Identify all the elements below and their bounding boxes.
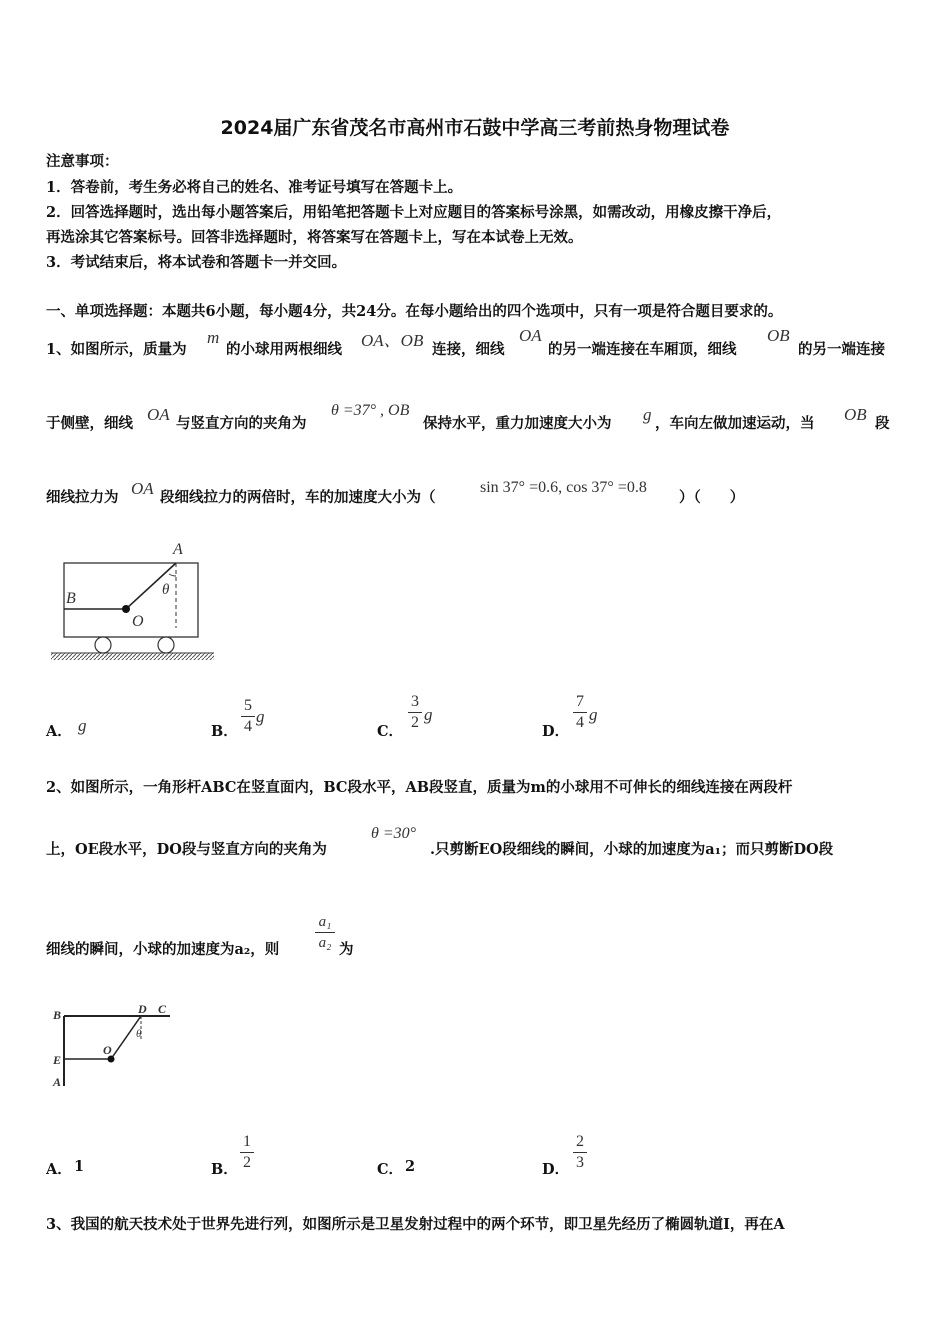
q2-option-d-label: D． <box>542 1161 570 1178</box>
q1-option-a-label: A． <box>46 723 72 740</box>
q2-ratio-fraction <box>315 913 335 952</box>
q1-oa-symbol-2: OA <box>147 405 170 424</box>
q2-option-b-label: B． <box>211 1161 238 1178</box>
q1-cart-figure <box>48 538 218 664</box>
label-b: B <box>66 590 76 607</box>
q1-option-d-fraction <box>573 693 587 732</box>
q1-theta-value: θ =37° , OB <box>331 402 410 419</box>
page-title: 2024届广东省茂名市高州市石鼓中学高三考前热身物理试卷 <box>220 117 730 139</box>
q1-line1-a: 1、如图所示，质量为 <box>46 341 187 358</box>
q1-trig-values: sin 37° =0.6, cos 37° =0.8 <box>480 479 647 496</box>
label-c: C <box>158 1002 167 1016</box>
q1-line2-e: 段 <box>875 415 890 432</box>
q1-line3-c: ）（ ） <box>679 489 745 506</box>
fraction-numerator: 5 <box>244 697 252 714</box>
q2-line3-b: 为 <box>339 941 354 958</box>
q1-option-b-fraction <box>241 697 255 736</box>
q1-line1-d: 的另一端连接在车厢顶，细线 <box>548 341 737 358</box>
fraction-denominator: a₂ <box>318 935 332 951</box>
q1-line2-b: 与竖直方向的夹角为 <box>176 415 307 432</box>
fraction-numerator: 1 <box>243 1133 251 1150</box>
q1-oaob-symbol: OA、OB <box>361 331 424 350</box>
label-theta: θ <box>136 1028 142 1040</box>
q1-mass-symbol: m <box>207 328 220 347</box>
q2-rod-figure <box>48 1000 183 1095</box>
q1-line2-c: 保持水平，重力加速度大小为 <box>423 415 612 432</box>
q2-option-b-fraction <box>240 1133 254 1172</box>
q1-option-c-label: C． <box>377 723 404 740</box>
q2-line2-b: .只剪断EO段细线的瞬间，小球的加速度为a₁；而只剪断DO段 <box>430 841 834 858</box>
q1-option-b-unit: g <box>256 707 265 726</box>
q1-line1-c: 连接，细线 <box>432 341 505 358</box>
label-a: A <box>53 1075 62 1089</box>
note-item-1: 1．答卷前，考生务必将自己的姓名、准考证号填写在答题卡上。 <box>46 179 463 196</box>
note-item-2: 2．回答选择题时，选出每小题答案后，用铅笔把答题卡上对应题目的答案标号涂黑，如需改动，用橡皮擦干净后， <box>46 204 782 221</box>
q1-line2-d: ，车向左做加速运动，当 <box>655 415 815 432</box>
fraction-denominator: 3 <box>576 1154 584 1171</box>
q1-option-c-unit: g <box>424 705 433 724</box>
q1-oa-symbol-3: OA <box>131 479 154 498</box>
q2-option-d-fraction <box>573 1133 587 1172</box>
q1-option-d-label: D． <box>542 723 570 740</box>
q1-line3-b: 段细线拉力的两倍时，车的加速度大小为（ <box>160 489 436 506</box>
q1-line3-a: 细线拉力为 <box>46 489 119 506</box>
cart-body <box>64 563 198 637</box>
fraction-numerator: 2 <box>576 1133 584 1150</box>
q1-option-a-value: g <box>78 716 87 735</box>
fraction-denominator: 2 <box>243 1154 251 1171</box>
fraction-denominator: 2 <box>411 714 419 731</box>
q1-line1-b: 的小球用两根细线 <box>226 341 342 358</box>
q1-option-b-label: B． <box>211 723 238 740</box>
q2-line3-a: 细线的瞬间，小球的加速度为a₂，则 <box>46 941 280 958</box>
angle-arc <box>169 574 176 576</box>
fraction-numerator: 7 <box>576 693 584 710</box>
q1-g-symbol: g <box>643 405 652 424</box>
fraction-numerator: a₁ <box>318 914 332 930</box>
label-b: B <box>53 1008 62 1022</box>
q2-option-a-label: A． <box>46 1161 72 1178</box>
label-a: A <box>173 541 183 558</box>
q1-option-c-fraction <box>408 693 422 732</box>
wheel-left <box>95 637 111 653</box>
fraction-denominator: 4 <box>576 714 584 731</box>
notes-heading: 注意事项： <box>46 153 119 170</box>
q2-option-c-value: 2 <box>405 1158 416 1175</box>
section-heading: 一、单项选择题：本题共6小题，每小题4分，共24分。在每小题给出的四个选项中，只有一项是符合题目要求的。 <box>46 303 783 320</box>
q2-option-c-label: C． <box>377 1161 404 1178</box>
label-d: D <box>138 1002 147 1016</box>
q1-ob-symbol: OB <box>767 326 790 345</box>
label-theta: θ <box>162 582 170 598</box>
q1-oa-symbol: OA <box>519 326 542 345</box>
wheel-right <box>158 637 174 653</box>
ball <box>122 605 130 613</box>
fraction-numerator: 3 <box>411 693 419 710</box>
note-item-3: 3．考试结束后，将本试卷和答题卡一并交回。 <box>46 254 347 271</box>
q2-option-a-value: 1 <box>74 1158 85 1175</box>
label-o: O <box>132 613 144 630</box>
q1-line2-a: 于侧壁，细线 <box>46 415 133 432</box>
q3-line1: 3、我国的航天技术处于世界先进行列，如图所示是卫星发射过程中的两个环节，即卫星先经历了椭圆轨道Ⅰ，再在A <box>46 1216 785 1233</box>
q1-ob-symbol-2: OB <box>844 405 867 424</box>
q2-line2-a: 上，OE段水平，DO段与竖直方向的夹角为 <box>46 841 327 858</box>
note-item-2-cont: 再选涂其它答案标号。回答非选择题时，将答案写在答题卡上，写在本试卷上无效。 <box>46 229 583 246</box>
q2-line1: 2、如图所示，一角形杆ABC在竖直面内，BC段水平，AB段竖直，质量为m的小球用不可伸长的细线连接在两段杆 <box>46 779 793 796</box>
q1-option-d-unit: g <box>589 705 598 724</box>
ground <box>51 653 214 660</box>
q2-theta-value: θ =30° <box>371 825 417 842</box>
fraction-denominator: 4 <box>244 718 252 735</box>
label-e: E <box>53 1053 62 1067</box>
label-o: O <box>103 1043 112 1057</box>
q1-line1-e: 的另一端连接 <box>798 341 885 358</box>
